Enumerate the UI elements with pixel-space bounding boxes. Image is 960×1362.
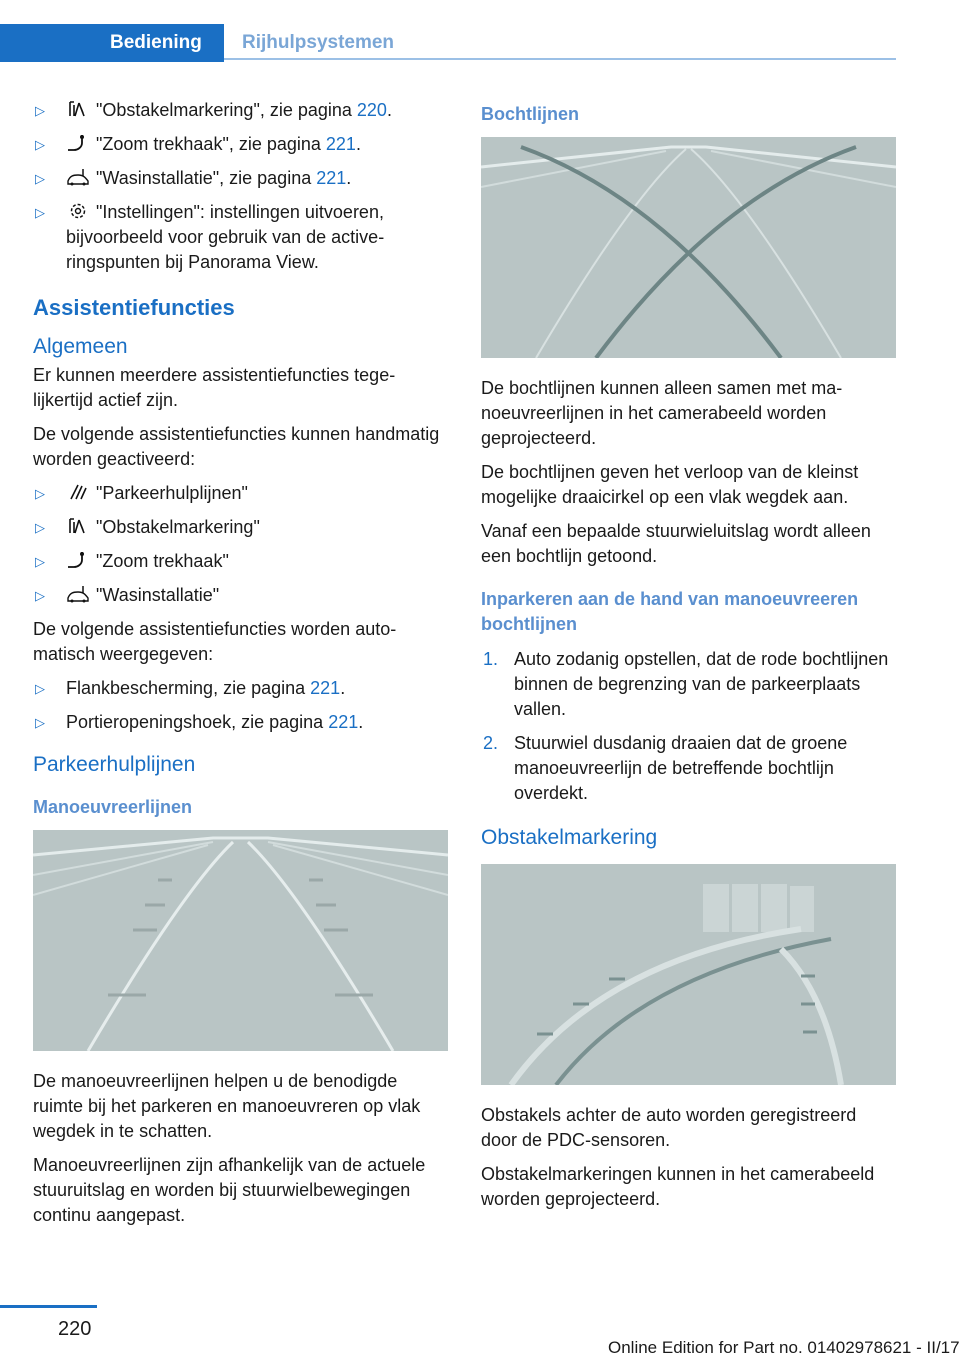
auto-functions-list	[33, 676, 448, 735]
manual-functions-list	[33, 481, 448, 608]
top-option-list	[33, 98, 448, 275]
triangle-bullet-icon: ▷	[35, 486, 45, 501]
obstacle-marking-icon	[66, 100, 90, 118]
triangle-bullet-icon: ▷	[35, 137, 45, 152]
settings-gear-icon	[66, 202, 90, 220]
paragraph: Vanaf een bepaalde stuurwieluitslag wordt alleen een bochtlijn getoond.	[481, 521, 871, 566]
page-link[interactable]: 221	[325, 134, 356, 154]
section-title-assistentiefuncties: Assistentiefuncties	[33, 295, 235, 320]
tow-hitch-icon	[66, 551, 90, 569]
subsection-title-bochtlijnen: Bochtlijnen	[481, 104, 579, 124]
list-item: ▷ "Zoom trekhaak"	[33, 549, 448, 574]
triangle-bullet-icon: ▷	[35, 588, 45, 603]
manoeuvre-lines-image	[33, 830, 448, 1051]
paragraph: Obstakelmarkeringen kunnen in het camerabeeld worden geprojecteerd.	[481, 1164, 875, 1209]
curve-lines-image	[481, 137, 896, 358]
right-column	[481, 98, 896, 1221]
paragraph: De bochtlijnen kunnen alleen samen met manoeuvreerlijnen in het camerabeeld worden geprojecteerd.	[481, 378, 843, 448]
list-item	[33, 200, 448, 275]
page-link[interactable]: 220	[356, 100, 387, 120]
subsection-title-algemeen: Algemeen	[33, 335, 128, 358]
edition-note: Online Edition for Part no. 01402978621 - II/17	[608, 1338, 960, 1357]
list-item-text: "Obstakelmarkering", zie pagina	[96, 100, 357, 120]
paragraph: Er kunnen meerdere assistentiefuncties tegelijkertijd actief zijn.	[33, 365, 396, 410]
list-item: ▷ "Wasinstallatie"	[33, 583, 448, 608]
tab-bediening[interactable]: Bediening	[0, 24, 224, 62]
triangle-bullet-icon: ▷	[35, 520, 45, 535]
step-number: 1.	[483, 649, 499, 669]
triangle-bullet-icon: ▷	[35, 171, 45, 186]
list-item: ▷ Flankbescherming, zie pagina 221.	[33, 676, 448, 701]
tab-rijhulpsystemen[interactable]: Rijhulpsystemen	[224, 24, 896, 60]
list-item-text: "Wasinstallatie", zie pagina	[96, 168, 317, 188]
car-wash-icon	[66, 168, 90, 186]
paragraph: Obstakels achter de auto worden geregistreerd door de PDC-sensoren.	[481, 1105, 857, 1150]
list-item-text: "Instellingen": instellingen uitvoeren, bijvoorbeeld voor gebruik van de activeringspunten bij Panorama View.	[66, 202, 385, 272]
list-item-text: "Zoom trekhaak", zie pagina	[96, 134, 326, 154]
list-item: ▷ "Zoom trekhaak", zie pagina 221.	[33, 132, 448, 157]
paragraph: De volgende assistentiefuncties worden automatisch weergegeven:	[33, 619, 397, 664]
page-link[interactable]: 221	[328, 712, 359, 732]
page-link[interactable]: 221	[310, 678, 341, 698]
list-item: 1. Auto zodanig opstellen, dat de rode bochtlijnen binnen de begrenzing van de parkeerplaats vallen.	[483, 649, 889, 719]
parking-lines-icon	[66, 483, 90, 501]
list-item: ▷ "Obstakelmarkering"	[33, 515, 448, 540]
paragraph: De volgende assistentiefuncties kunnen handmatig worden geactiveerd:	[33, 424, 440, 469]
page-number: 220	[58, 1318, 92, 1340]
footer-accent-line	[0, 1305, 97, 1308]
subsection-title-manoeuvreerlijnen: Manoeuvreerlijnen	[33, 797, 193, 817]
triangle-bullet-icon: ▷	[35, 715, 45, 730]
page-link[interactable]: 221	[316, 168, 347, 188]
list-item: 2. Stuurwiel dusdanig draaien dat de groene manoeuvreerlijn de betreffende bochtlijn overdekt.	[483, 733, 848, 803]
section-title-parkeerhulplijnen: Parkeerhulplijnen	[33, 753, 196, 776]
left-column	[33, 98, 448, 1237]
steps-list	[481, 647, 896, 806]
header-bar	[0, 24, 960, 62]
obstacle-marking-image	[481, 864, 896, 1085]
list-item: ▷ "Obstakelmarkering", zie pagina 220.	[33, 98, 448, 123]
list-item: ▷ "Parkeerhulplijnen"	[33, 481, 448, 506]
subsection-title-inparkeren: Inparkeren aan de hand van manoeuvreeren bochtlijnen	[481, 589, 859, 634]
tow-hitch-icon	[66, 134, 90, 152]
step-number: 2.	[483, 733, 499, 753]
triangle-bullet-icon: ▷	[35, 205, 45, 220]
paragraph: Manoeuvreerlijnen zijn afhankelijk van de actuele stuuruitslag en worden bij stuurwielbewegingen continu aangepast.	[33, 1155, 426, 1225]
triangle-bullet-icon: ▷	[35, 554, 45, 569]
section-title-obstakelmarkering: Obstakelmarkering	[481, 826, 658, 849]
obstacle-marking-icon	[66, 517, 90, 535]
car-wash-icon	[66, 585, 90, 603]
list-item: ▷ "Wasinstallatie", zie pagina 221.	[33, 166, 448, 191]
triangle-bullet-icon: ▷	[35, 103, 45, 118]
list-item: ▷ Portieropeningshoek, zie pagina 221.	[33, 710, 448, 735]
paragraph: De manoeuvreerlijnen helpen u de benodigde ruimte bij het parkeren en manoeuvreren op vlak wegdek in te schatten.	[33, 1071, 421, 1141]
triangle-bullet-icon: ▷	[35, 681, 45, 696]
paragraph: De bochtlijnen geven het verloop van de kleinst mogelijke draaicirkel op een vlak wegdek aan.	[481, 462, 859, 507]
